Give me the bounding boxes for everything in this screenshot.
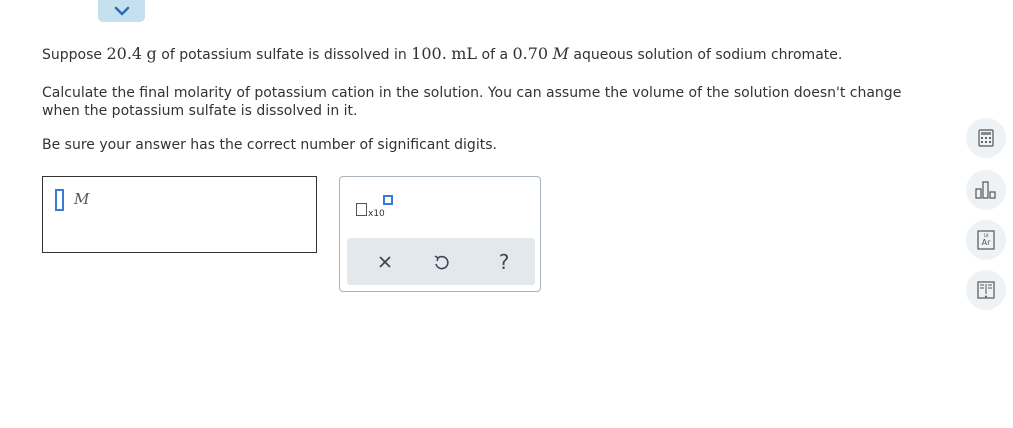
- question-statement: [42, 45, 842, 64]
- reference-book-icon: [977, 281, 995, 299]
- undo-button[interactable]: [421, 238, 461, 285]
- sig-fig-note: Be sure your answer has the correct number of significant digits.: [42, 137, 497, 153]
- answer-input[interactable]: [42, 176, 317, 253]
- statement-text: aqueous solution of sodium chromate.: [568, 47, 843, 63]
- svg-text:18: 18: [983, 233, 989, 238]
- statement-text: Suppose: [42, 47, 107, 63]
- answer-unit: M: [74, 190, 90, 208]
- x10-label: x10: [368, 209, 385, 219]
- calculator-button[interactable]: [966, 118, 1006, 158]
- mass-value: 20.4: [106, 44, 143, 63]
- bar-chart-icon: [975, 181, 997, 199]
- undo-icon: [433, 254, 449, 270]
- mantissa-box: [356, 203, 367, 216]
- close-icon: [378, 255, 392, 269]
- instruction-line: when the potassium sulfate is dissolved in it.: [42, 103, 358, 119]
- calculator-icon: [978, 129, 994, 147]
- concentration-unit: M: [552, 44, 569, 63]
- help-icon: ?: [498, 249, 510, 274]
- collapse-toggle[interactable]: [98, 0, 145, 22]
- help-button[interactable]: [484, 238, 524, 285]
- reference-button[interactable]: [966, 270, 1006, 310]
- periodic-table-icon: [977, 230, 995, 250]
- input-cursor-slot[interactable]: [55, 189, 64, 211]
- scientific-notation-button[interactable]: [356, 193, 396, 221]
- chevron-down-icon: [114, 6, 130, 16]
- keypad-action-bar: [347, 238, 535, 285]
- clear-button[interactable]: [365, 238, 405, 285]
- periodic-table-button[interactable]: [966, 220, 1006, 260]
- exponent-box: [383, 195, 393, 205]
- volume-unit: mL: [451, 44, 478, 63]
- mass-unit: g: [146, 44, 157, 63]
- svg-text:Ar: Ar: [981, 238, 991, 247]
- instruction-line: Calculate the final molarity of potassium cation in the solution. You can assume the volume of the solution doesn't change: [42, 85, 902, 101]
- concentration-value: 0.70: [512, 44, 549, 63]
- volume-value: 100.: [411, 44, 447, 63]
- statement-text: of potassium sulfate is dissolved in: [156, 47, 412, 63]
- statement-text: of a: [477, 47, 513, 63]
- question-instruction: [42, 84, 901, 120]
- math-keypad: [339, 176, 541, 292]
- data-button[interactable]: [966, 170, 1006, 210]
